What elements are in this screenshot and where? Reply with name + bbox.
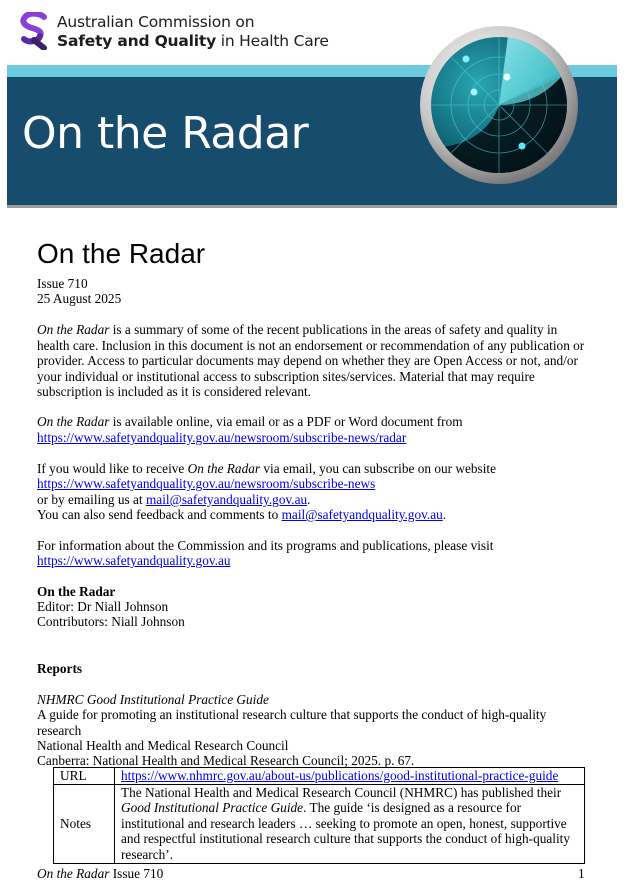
issue-date: 25 August 2025 <box>37 291 122 306</box>
email-link[interactable]: mail@safetyandquality.gov.au <box>145 492 308 507</box>
banner-title: On the Radar <box>22 108 309 159</box>
page-number: 1 <box>578 866 585 881</box>
report-subtitle: A guide for promoting an institutional research culture that supports the conduct of high-quality research <box>37 707 547 738</box>
footer-issue: On the Radar Issue 710 <box>37 866 164 881</box>
credits-contributors: Contributors: Niall Johnson <box>37 614 185 629</box>
sq-logo-icon <box>20 12 48 50</box>
report-citation: Canberra: National Health and Medical Research Council; 2025. p. 67. <box>37 753 415 768</box>
availability-text: On the Radar is available online, via email or as a PDF or Word document from <box>37 414 463 429</box>
availability-link-line <box>37 430 597 446</box>
intro-paragraph: On the Radar is a summary of some of the recent publications in the areas of safety and quality in health care. Inclusion in this document is not an endorsement or recommendation of any publication or provider. Access to particular documents may depend on whether they are Open Access or not, and/or your individual or institutional access to subscription sites/services. Material that may require subscription is included as it is considered relevant. <box>37 322 585 400</box>
info-text: For information about the Commission and its programs and publications, please visit <box>37 538 494 553</box>
report-publisher: National Health and Medical Research Council <box>37 738 289 753</box>
commission-link[interactable]: https://www.safetyandquality.gov.au <box>37 553 231 568</box>
credits-heading: On the Radar <box>37 584 116 599</box>
email-line: or by emailing us at mail@safetyandquality.gov.au. <box>37 492 311 507</box>
org-name-line2: Safety and Quality in Health Care <box>57 32 329 50</box>
url-cell <box>115 768 585 785</box>
table-row-notes <box>54 784 585 863</box>
banner-shadow <box>7 205 617 208</box>
notes-label: Notes <box>54 784 115 863</box>
org-name-line1: Australian Commission on <box>57 13 255 31</box>
section-heading-reports: Reports <box>37 661 83 676</box>
issue-number: Issue 710 <box>37 276 88 291</box>
table-row-url <box>54 768 585 785</box>
feedback-line: You can also send feedback and comments to mail@safetyandquality.gov.au. <box>37 507 447 522</box>
radar-icon <box>418 24 580 186</box>
info-link-line <box>37 553 597 569</box>
url-label: URL <box>54 768 115 785</box>
document-title: On the Radar <box>37 238 206 269</box>
feedback-email-link[interactable]: mail@safetyandquality.gov.au <box>281 507 443 522</box>
credits-editor: Editor: Dr Niall Johnson <box>37 599 169 614</box>
report-title: NHMRC Good Institutional Practice Guide <box>37 692 269 707</box>
subscribe-link-line <box>37 476 597 492</box>
report-details-table <box>53 767 585 864</box>
radar-link[interactable]: https://www.safetyandquality.gov.au/newsroom/subscribe-news/radar <box>37 430 407 445</box>
subscribe-link[interactable]: https://www.safetyandquality.gov.au/newsroom/subscribe-news <box>37 476 376 491</box>
report-url-link[interactable]: https://www.nhmrc.gov.au/about-us/publications/good-institutional-practice-guide <box>121 768 559 783</box>
notes-cell: The National Health and Medical Research Council (NHMRC) has published their Good Institutional Practice Guide. The guide ‘is designed as a resource for institutional and research leaders … seeking to promote an open, honest, supportive and respectful institutional research culture that supports the conduct of high-quality research’. <box>115 784 585 863</box>
subscribe-text: If you would like to receive On the Radar via email, you can subscribe on our website <box>37 461 497 476</box>
org-name <box>57 13 329 51</box>
